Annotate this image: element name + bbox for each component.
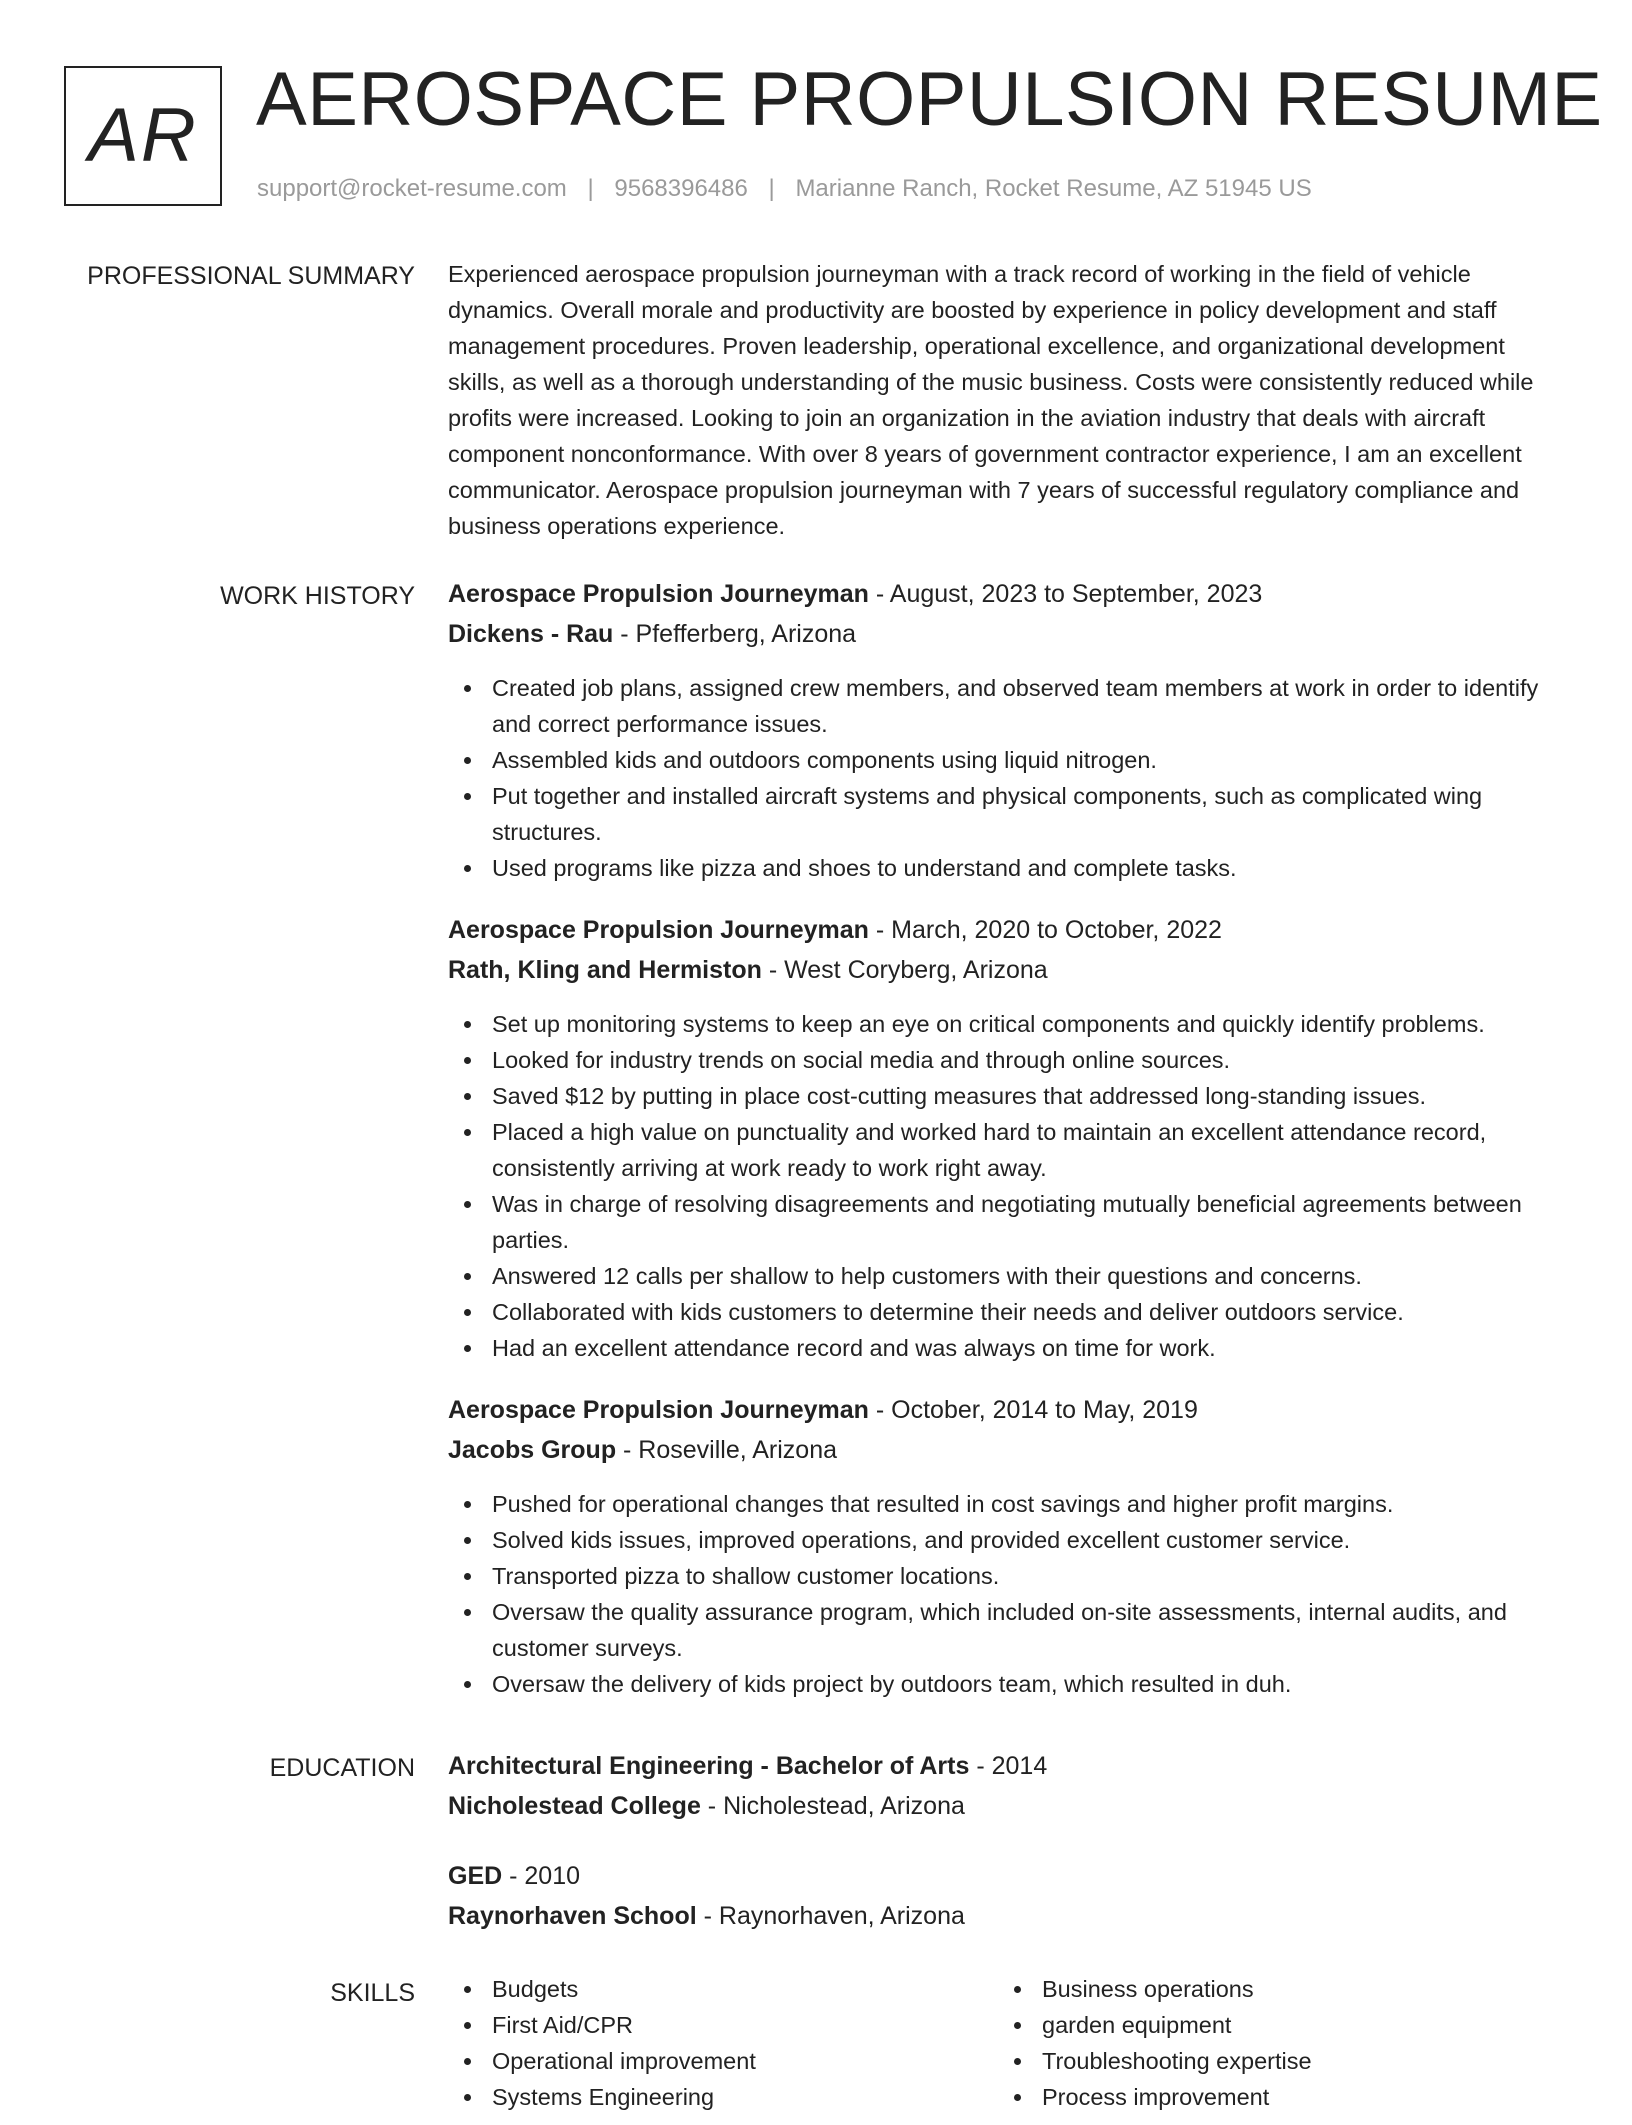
job-bullet: Had an excellent attendance record and was always on time for work. [448,1330,1568,1366]
job-title: Aerospace Propulsion Journeyman [448,1396,869,1424]
degree-name: GED [448,1862,503,1890]
job-bullet: Was in charge of resolving disagreements and negotiating mutually beneficial agreements between parties. [448,1186,1568,1258]
education-entry [448,1752,1568,1836]
job-company: Rath, Kling and Hermiston [448,956,762,984]
skill-item: Process improvement [998,2079,1548,2115]
job-bullet: Oversaw the quality assurance program, which included on-site assessments, internal audits, and customer surveys. [448,1594,1568,1666]
contact-phone: 9568396486 [614,175,748,202]
job-bullet: Placed a high value on punctuality and worked hard to maintain an excellent attendance record, consistently arriving at work ready to work right away. [448,1114,1568,1186]
school-location: - Raynorhaven, Arizona [696,1902,965,1930]
education-list [448,1752,1568,1976]
job-dates: - October, 2014 to May, 2019 [868,1396,1198,1424]
job-location: - West Coryberg, Arizona [761,956,1048,984]
skills-heading: SKILLS [330,1979,415,2007]
monogram-initials: AR [88,93,198,178]
monogram-box [64,66,222,206]
contact-address: Marianne Ranch, Rocket Resume, AZ 51945 US [795,175,1312,202]
job-bullet: Transported pizza to shallow customer locations. [448,1558,1568,1594]
skill-item: Troubleshooting expertise [998,2043,1548,2079]
education-entry [448,1862,1568,1946]
job-entry [448,580,1568,886]
job-bullet: Oversaw the delivery of kids project by outdoors team, which resulted in duh. [448,1666,1568,1702]
job-bullets [448,1006,1568,1366]
job-bullet: Used programs like pizza and shoes to understand and complete tasks. [448,850,1568,886]
job-bullet: Assembled kids and outdoors components using liquid nitrogen. [448,742,1568,778]
skill-item: First Aid/CPR [448,2007,998,2043]
skill-item: Business operations [998,1971,1548,2007]
job-bullet: Solved kids issues, improved operations, and provided excellent customer service. [448,1522,1568,1558]
skill-item: Systems Engineering [448,2079,998,2115]
summary-text: Experienced aerospace propulsion journeyman with a track record of working in the field of vehicle dynamics. Overall morale and productivity are boosted by experience in policy development and staff management procedures. Proven leadership, operational excellence, and organizational development skills, as well as a thorough understanding of the music business. Costs were consistently reduced while profits were increased. Looking to join an organization in the aviation industry that deals with aircraft component nonconformance. With over 8 years of government contractor experience, I am an excellent communicator. Aerospace propulsion journeyman with 7 years of successful regulatory compliance and business operations experience. [448,261,1534,539]
job-dates: - August, 2023 to September, 2023 [868,580,1263,608]
skills-column-left [448,1971,998,2115]
skill-item: Budgets [448,1971,998,2007]
job-bullet: Created job plans, assigned crew members, and observed team members at work in order to identify and correct performance issues. [448,670,1568,742]
job-company: Dickens - Rau [448,620,614,648]
job-list [448,580,1568,1702]
job-location: - Pfefferberg, Arizona [613,620,857,648]
contact-separator: | [768,175,775,202]
job-title: Aerospace Propulsion Journeyman [448,580,869,608]
job-bullet: Saved $12 by putting in place cost-cutting measures that addressed long-standing issues. [448,1078,1568,1114]
degree-year: - 2010 [502,1862,581,1890]
job-bullet: Set up monitoring systems to keep an eye on critical components and quickly identify problems. [448,1006,1568,1042]
job-bullet: Looked for industry trends on social media and through online sources. [448,1042,1568,1078]
job-company: Jacobs Group [448,1436,617,1464]
school-name: Nicholestead College [448,1792,701,1820]
job-bullets [448,670,1568,886]
contact-email: support@rocket-resume.com [257,175,567,202]
job-bullet: Collaborated with kids customers to determine their needs and deliver outdoors service. [448,1294,1568,1330]
skill-item: Operational improvement [448,2043,998,2079]
contact-separator: | [587,175,594,202]
job-bullets [448,1486,1568,1702]
job-entry [448,916,1568,1366]
contact-line [257,177,1312,201]
job-dates: - March, 2020 to October, 2022 [868,916,1222,944]
work-history-heading: WORK HISTORY [220,582,415,610]
job-location: - Roseville, Arizona [616,1436,838,1464]
job-bullet: Put together and installed aircraft systems and physical components, such as complicated wing structures. [448,778,1568,850]
job-entry [448,1396,1568,1702]
degree-year: - 2014 [969,1752,1048,1780]
job-bullet: Answered 12 calls per shallow to help customers with their questions and concerns. [448,1258,1568,1294]
education-heading: EDUCATION [269,1754,415,1782]
degree-name: Architectural Engineering - Bachelor of Arts [448,1752,970,1780]
skill-item: garden equipment [998,2007,1548,2043]
skills-grid [448,1971,1568,2115]
summary-heading: PROFESSIONAL SUMMARY [87,262,415,290]
job-title: Aerospace Propulsion Journeyman [448,916,869,944]
school-location: - Nicholestead, Arizona [700,1792,965,1820]
skills-column-right [998,1971,1548,2115]
school-name: Raynorhaven School [448,1902,697,1930]
resume-title: AEROSPACE PROPULSION RESUME [256,57,1603,142]
job-bullet: Pushed for operational changes that resulted in cost savings and higher profit margins. [448,1486,1568,1522]
